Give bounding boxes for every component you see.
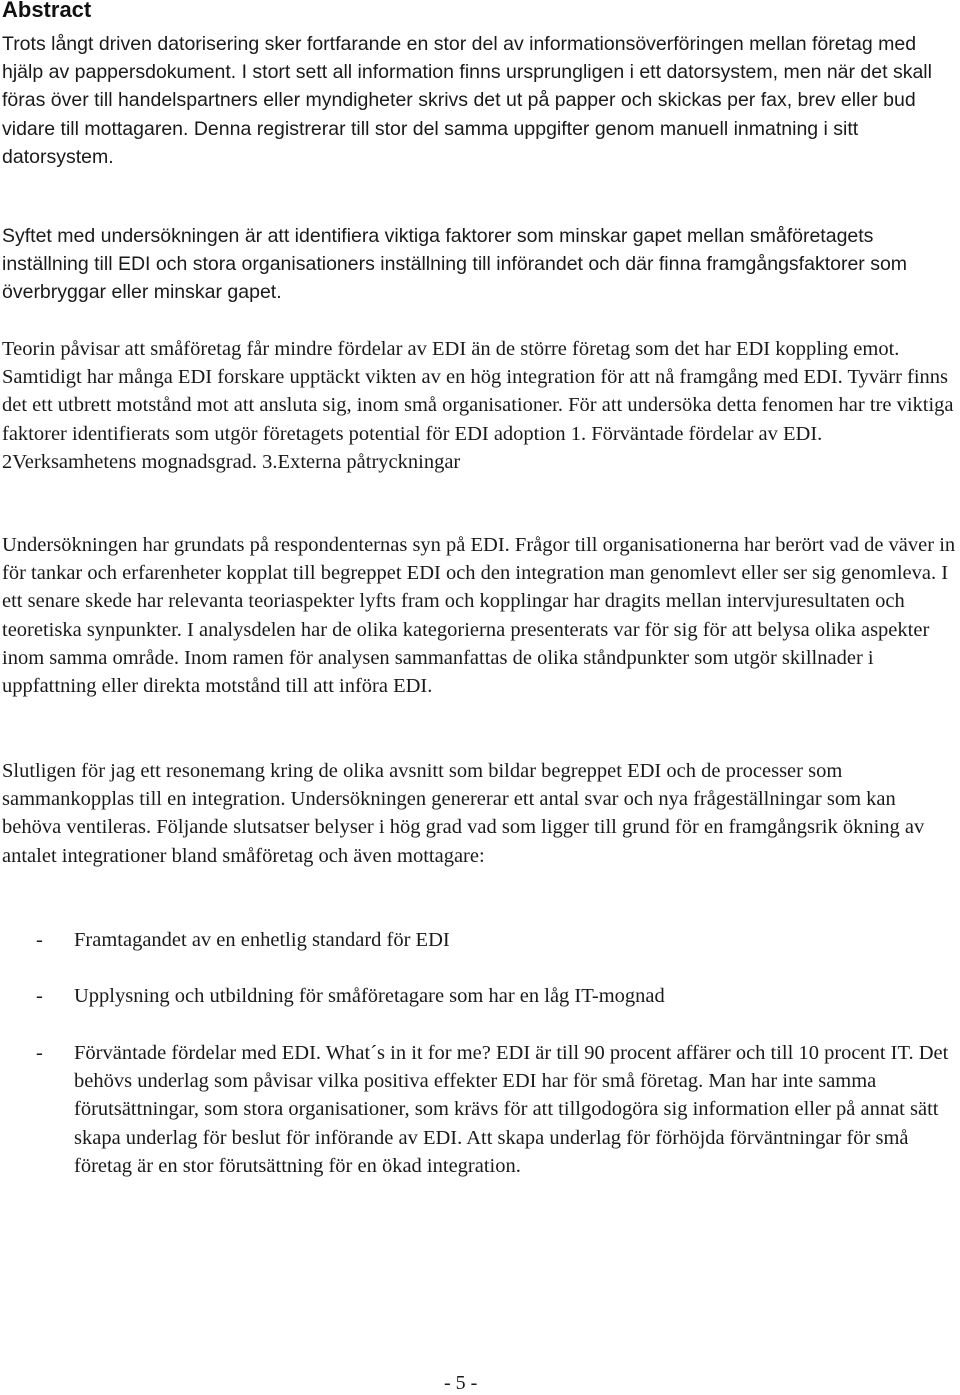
abstract-paragraph-5: Slutligen för jag ett resonemang kring de olika avsnitt som bildar begreppet EDI och de processer som sammankopplas till en integration. Undersökningen genererar ett antal svar och nya frågeställningar som kan behöva ventileras. Följande slutsatser belyser i hög grad vad som ligger till grund för en framgångsrik ökning av antalet integrationer bland småföretag och även mottagare: <box>2 760 925 867</box>
page-number: - 5 - <box>444 1372 478 1394</box>
abstract-paragraph-2: Syftet med undersökningen är att identifiera viktiga faktorer som minskar gapet mellan småföretagets inställning till EDI och stora organisationers inställning till införandet och där finna framgångsfaktorer som överbryggar eller minskar gapet. <box>2 225 908 304</box>
bullet-text: Framtagandet av en enhetlig standard för EDI <box>74 929 450 951</box>
bullet-item <box>2 1039 958 1180</box>
section-heading: Abstract <box>2 0 92 22</box>
bullet-item <box>2 926 958 954</box>
bullet-text: Upplysning och utbildning för småföretagare som har en låg IT-mognad <box>74 985 665 1007</box>
abstract-paragraph-4: Undersökningen har grundats på respondenternas syn på EDI. Frågor till organisationerna har berört vad de väver in för tankar och erfarenheter kopplat till begreppet EDI och den integration man genomlevt eller ser sig genomleva. I ett senare skede har relevanta teoriaspekter lyfts fram och kopplingar har dragits mellan intervjuresultaten och teoretiska synpunkter. I analysdelen har de olika kategorierna presenterats var för sig för att belysa olika aspekter inom samma område. Inom ramen för analysen sammanfattas de olika ståndpunkter som utgör skillnader i uppfattning eller direkta motstånd till att införa EDI. <box>2 534 956 698</box>
bullet-dash: - <box>36 929 43 951</box>
abstract-paragraph-3: Teorin påvisar att småföretag får mindre fördelar av EDI än de större företag som det har EDI koppling emot. Samtidigt har många EDI forskare upptäckt vikten av en hög integration för att nå framgång med EDI. Tyvärr finns det ett utbrett motstånd mot att ansluta sig, inom små organisationer. För att undersöka detta fenomen har tre viktiga faktorer identifierats som utgör företagets potential för EDI adoption 1. Förväntade fördelar av EDI. 2Verksamhetens mognadsgrad. 3.Externa påtryckningar <box>2 338 954 473</box>
bullet-dash: - <box>36 985 43 1007</box>
bullet-text: Förväntade fördelar med EDI. What´s in it for me? EDI är till 90 procent affärer och till 10 procent IT. Det behövs underlag som påvisar vilka positiva effekter EDI har för små företag. Man har inte samma förutsättningar, som stora organisationer, som krävs för att tillgodogöra sig information eller på annat sätt skapa underlag för beslut för införande av EDI. Att skapa underlag för förhöjda förväntningar för små företag är en stor förutsättning för en ökad integration. <box>74 1042 949 1177</box>
bullet-dash: - <box>36 1042 43 1064</box>
abstract-paragraph-1: Trots långt driven datorisering sker fortfarande en stor del av informationsöverföringen mellan företag med hjälp av pappersdokument. I stort sett all information finns ursprungligen i ett datorsystem, men när det skall föras över till handelspartners eller myndigheter skrivs det ut på papper och skickas per fax, brev eller bud vidare till mottagaren. Denna registrerar till stor del samma uppgifter genom manuell inmatning i sitt datorsystem. <box>2 33 932 168</box>
bullet-item <box>2 982 958 1010</box>
